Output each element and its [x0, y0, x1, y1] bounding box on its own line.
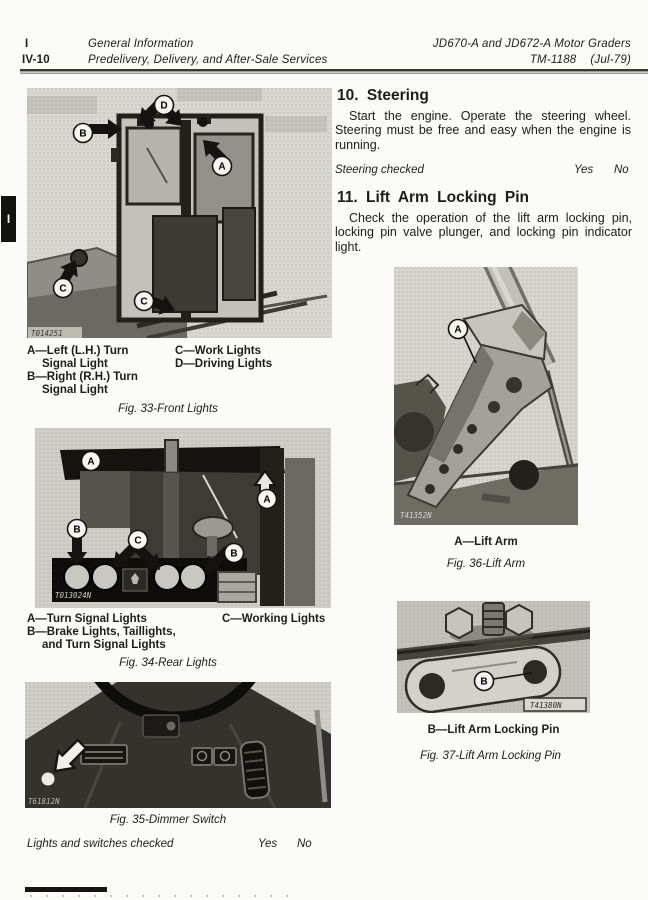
marker-b2	[225, 544, 244, 563]
marker-a	[213, 157, 232, 176]
rear-light	[64, 564, 90, 590]
section-10-body: Start the engine. Operate the steering wheel. Steering must be free and easy when the engine is running.	[335, 109, 631, 152]
fig34-legend-col1	[27, 613, 176, 652]
marker-b	[475, 672, 494, 691]
header-manual-date: (Jul-79)	[590, 54, 631, 66]
fig36-photo	[394, 267, 578, 525]
section-10-heading: 10. Steering	[337, 87, 429, 104]
pedal	[192, 748, 212, 765]
header-rule	[20, 69, 648, 74]
accelerator-pedal	[240, 741, 270, 799]
svg-text:C: C	[59, 283, 67, 295]
legend-line: B—Right (R.H.) Turn	[27, 371, 138, 383]
section-11-body: Check the operation of the lift arm locking pin, locking pin valve plunger, and locking pin indicator light.	[335, 211, 632, 254]
page-bottom-speckle	[30, 895, 300, 897]
legend-line: C—Work Lights	[175, 345, 262, 357]
photo-id: T013024N	[55, 591, 92, 600]
thumb-tab-label: I	[6, 212, 11, 226]
page-bottom-mark	[25, 887, 107, 892]
marker-a2	[258, 490, 277, 509]
svg-text:B: B	[230, 548, 238, 560]
legend-line: and Turn Signal Lights	[42, 639, 166, 651]
fig37-caption: Fig. 37-Lift Arm Locking Pin	[420, 750, 561, 762]
header-manual-number: TM-1188	[529, 54, 577, 66]
lights-check-label: Lights and switches checked	[27, 838, 174, 850]
bolt-head	[506, 605, 532, 635]
svg-text:A: A	[263, 494, 271, 506]
legend-line: D—Driving Lights	[175, 358, 273, 370]
svg-text:A: A	[454, 324, 462, 336]
marker-d	[155, 96, 174, 115]
legend-line: A—Turn Signal Lights	[27, 613, 147, 625]
photo-id: T61812N	[28, 797, 60, 806]
svg-text:B: B	[73, 524, 81, 536]
section-11-heading: 11. Lift Arm Locking Pin	[337, 189, 529, 206]
fig36-legend: A—Lift Arm	[454, 536, 518, 548]
fig34-legend-col2	[222, 613, 325, 626]
legend-line: A—Left (L.H.) Turn	[27, 345, 129, 357]
fig36-caption: Fig. 36-Lift Arm	[446, 558, 526, 570]
fig33-photo	[27, 88, 332, 338]
marker-c1	[54, 279, 73, 298]
dimmer-switch	[42, 773, 55, 786]
legend-line: Signal Light	[42, 384, 108, 396]
work-lamp	[193, 517, 233, 539]
rear-light	[92, 564, 118, 590]
section-thumb-tab	[1, 196, 16, 242]
header-model-line: JD670-A and JD672-A Motor Graders	[432, 38, 631, 50]
photo-id: T41380N	[530, 701, 562, 710]
lights-check-no: No	[297, 838, 312, 850]
bolt-head	[446, 608, 472, 638]
svg-text:A: A	[87, 456, 95, 468]
svg-text:C: C	[134, 535, 142, 547]
steering-check-yes: Yes	[574, 164, 594, 176]
fig35-caption: Fig. 35-Dimmer Switch	[109, 814, 227, 826]
legend-line: C—Working Lights	[222, 613, 326, 625]
svg-text:C: C	[140, 296, 148, 308]
marker-b1	[68, 520, 87, 539]
fig37-photo	[397, 601, 590, 713]
turn-signal-light	[198, 117, 208, 127]
header-title-line2: Predelivery, Delivery, and After-Sale Services	[88, 54, 328, 66]
marker-c2	[135, 292, 154, 311]
svg-text:B: B	[79, 128, 87, 140]
pedal	[81, 745, 127, 764]
header-manual-line	[530, 54, 631, 66]
legend-line: B—Brake Lights, Taillights,	[27, 626, 176, 638]
lights-check-yes: Yes	[258, 838, 278, 850]
photo-id: T41352N	[400, 511, 432, 520]
marker-a1	[82, 452, 101, 471]
pedal	[214, 748, 236, 765]
svg-text:A: A	[218, 161, 226, 173]
fig33-caption: Fig. 33-Front Lights	[118, 403, 218, 415]
fig34-caption: Fig. 34-Rear Lights	[119, 657, 217, 669]
photo-id: T014251	[31, 329, 63, 338]
svg-text:D: D	[160, 100, 168, 112]
steering-check-label: Steering checked	[335, 164, 424, 176]
fig37-legend: B—Lift Arm Locking Pin	[427, 724, 560, 736]
fig33-legend-col1	[27, 345, 138, 397]
fig35-photo	[25, 682, 331, 808]
rear-light	[180, 564, 206, 590]
header-section-code: I	[25, 38, 29, 50]
svg-text:B: B	[480, 676, 488, 688]
header-title-line1: General Information	[88, 38, 194, 50]
marker-a	[449, 320, 468, 339]
legend-line: Signal Light	[42, 358, 108, 370]
marker-c	[129, 531, 148, 550]
fig34-photo	[35, 428, 331, 608]
fig33-legend-col2	[175, 345, 272, 371]
header-page-code: IV-10	[22, 54, 50, 66]
marker-b	[74, 124, 93, 143]
steering-check-no: No	[614, 164, 629, 176]
